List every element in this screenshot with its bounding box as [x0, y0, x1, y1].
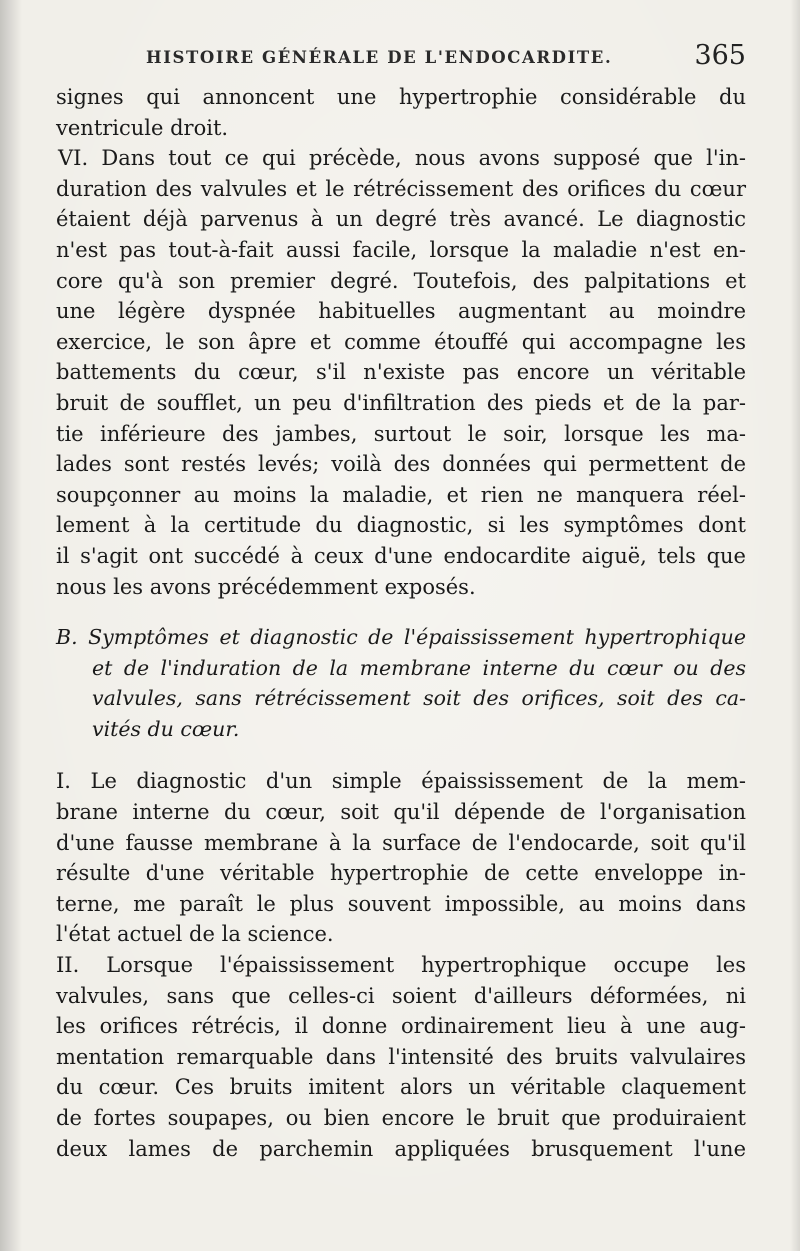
- text-line: exercice, le son âpre et comme étouffé qui accompagne les: [56, 329, 746, 354]
- paragraph-vi: [56, 143, 746, 602]
- heading-line: B. Symptômes et diagnostic de l'épaississement hypertrophique: [56, 625, 746, 650]
- text-line: une légère dyspnée habituelles augmentant au moindre: [56, 299, 746, 324]
- text-line: soupçonner au moins la maladie, et rien ne manquera réel-: [56, 482, 746, 507]
- text-line: il s'agit ont succédé à ceux d'une endocardite aiguë, tels que: [56, 543, 746, 568]
- heading-line: et de l'induration de la membrane interne du cœur ou des: [92, 655, 746, 680]
- text-line: nous les avons précédemment exposés.: [56, 574, 476, 599]
- text-line: l'état actuel de la science.: [56, 922, 334, 947]
- paragraph-ii: [56, 950, 746, 1164]
- paragraph-i: [56, 766, 746, 950]
- text-line: core qu'à son premier degré. Toutefois, des palpitations et: [56, 268, 746, 293]
- running-head-title: HISTOIRE GÉNÉRALE DE L'ENDOCARDITE.: [146, 48, 613, 67]
- text-line: étaient déjà parvenus à un degré très avancé. Le diagnostic: [56, 207, 746, 232]
- page-gutter-shadow: [0, 0, 22, 1251]
- running-head: [56, 40, 746, 74]
- text-line: mentation remarquable dans l'intensité des bruits valvulaires: [56, 1044, 746, 1069]
- text-line: battements du cœur, s'il n'existe pas encore un véritable: [56, 360, 746, 385]
- text-line: lement à la certitude du diagnostic, si les symptômes dont: [56, 513, 746, 538]
- text-line: du cœur. Ces bruits imitent alors un véritable claquement: [56, 1075, 746, 1100]
- text-line: résulte d'une véritable hypertrophie de cette enveloppe in-: [56, 861, 746, 886]
- paragraph-continuation: [56, 82, 746, 143]
- text-line: signes qui annoncent une hypertrophie considérable du: [56, 85, 746, 109]
- text-line: n'est pas tout-à-fait aussi facile, lorsque la maladie n'est en-: [56, 237, 746, 262]
- text-line: bruit de soufflet, un peu d'infiltration des pieds et de la par-: [56, 390, 746, 415]
- text-line: de fortes soupapes, ou bien encore le bruit que produiraient: [56, 1106, 746, 1130]
- text-line: brane interne du cœur, soit qu'il dépende de l'organisation: [56, 800, 746, 825]
- page-edge-shadow: [790, 0, 800, 1251]
- text-line: duration des valvules et le rétrécissement des orifices du cœur: [56, 176, 746, 201]
- text-line: d'une fausse membrane à la surface de l'endocarde, soit qu'il: [56, 830, 746, 855]
- text-line: tie inférieure des jambes, surtout le soir, lorsque les ma-: [56, 421, 746, 446]
- text-line: terne, me paraît le plus souvent impossible, au moins dans: [56, 891, 746, 916]
- page-number: 365: [694, 40, 746, 71]
- text-line: II. Lorsque l'épaississement hypertrophique occupe les: [56, 953, 746, 978]
- text-line: lades sont restés levés; voilà des données qui permettent de: [56, 452, 746, 477]
- text-line: les orifices rétrécis, il donne ordinairement lieu à une aug-: [56, 1014, 746, 1039]
- text-line: valvules, sans que celles-ci soient d'ailleurs déformées, ni: [56, 983, 746, 1008]
- section-heading-b: [56, 622, 746, 744]
- text-line: deux lames de parchemin appliquées brusquement l'une: [56, 1136, 746, 1161]
- body-text: [56, 82, 746, 1164]
- text-line: ventricule droit.: [56, 115, 229, 140]
- text-line: VI. Dans tout ce qui précède, nous avons supposé que l'in-: [58, 146, 746, 171]
- heading-line: vités du cœur.: [92, 716, 240, 741]
- heading-line: valvules, sans rétrécissement soit des orifices, soit des ca-: [92, 686, 746, 711]
- text-line: I. Le diagnostic d'un simple épaississement de la mem-: [56, 769, 746, 794]
